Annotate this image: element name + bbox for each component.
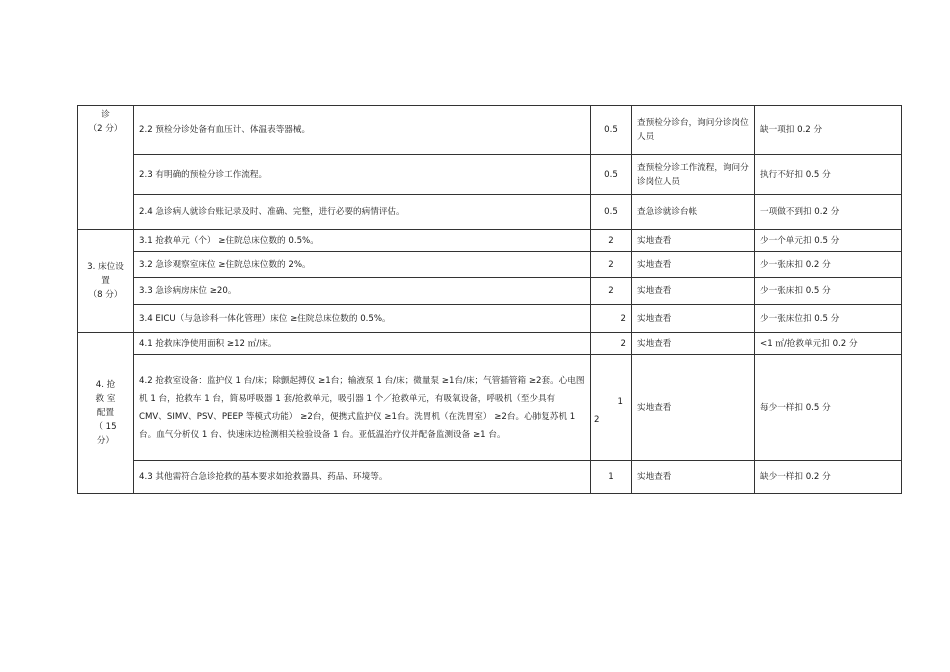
category-score: （8 分）: [88, 290, 123, 300]
deduct-cell: 少一个单元扣 0.5 分: [755, 230, 902, 252]
category-label: 诊: [101, 110, 110, 120]
deduct-cell: 每少一样扣 0.5 分: [755, 355, 902, 461]
score-cell: 2: [591, 333, 632, 355]
deduct-cell: 缺少一样扣 0.2 分: [755, 461, 902, 494]
item-cell: 4.2 抢救室设备：监护仪 1 台/床；除颤起搏仪 ≥1台；输液泵 1 台/床；微量泵 ≥1台/床；气管插管箱 ≥2套。心电图机 1 台，抢救车 1 台，简易呼吸器 1 套/抢救单元，吸引器 1 个／抢救单元，有吸氧设备，呼吸机（至少具有 CMV、SIMV、PSV、PEEP 等模式功能） ≥2台，便携式监护仪 ≥1台。洗胃机（在洗胃室） ≥2台。心肺复苏机 1 台。血气分析仪 1 台、快速床边检测相关检验设备 1 台。亚低温治疗仪并配备监测设备 ≥1 台。: [134, 355, 591, 461]
deduct-cell: 一项做不到扣 0.2 分: [755, 195, 902, 230]
score-part: 2: [594, 415, 600, 425]
score-cell: 1: [591, 461, 632, 494]
item-cell: 3.3 急诊病房床位 ≥20。: [134, 278, 591, 305]
category-label: 配置: [96, 408, 115, 418]
item-cell: 3.2 急诊观察室床位 ≥住院总床位数的 2%。: [134, 252, 591, 278]
table-row: [78, 278, 902, 305]
method-cell: 查急诊就诊台帐: [632, 195, 755, 230]
item-cell: 2.4 急诊病人就诊台账记录及时、准确、完整，进行必要的病情评估。: [134, 195, 591, 230]
category-cell: [78, 333, 134, 494]
category-label: 3. 床位设: [87, 262, 124, 272]
table-row: [78, 252, 902, 278]
score-cell: 2: [591, 252, 632, 278]
score-cell: 2: [591, 305, 632, 333]
table-row: [78, 305, 902, 333]
score-cell: 0.5: [591, 195, 632, 230]
method-cell: 实地查看: [632, 305, 755, 333]
category-label: 4. 抢: [95, 380, 116, 390]
category-cell: [78, 106, 134, 230]
table-row: [78, 333, 902, 355]
evaluation-table: [77, 105, 902, 494]
table-row: [78, 106, 902, 155]
table-row: [78, 155, 902, 195]
item-cell: 4.1 抢救床净使用面积 ≥12 ㎡/床。: [134, 333, 591, 355]
deduct-cell: 少一张床扣 0.5 分: [755, 278, 902, 305]
deduct-cell: 执行不好扣 0.5 分: [755, 155, 902, 195]
method-cell: 实地查看: [632, 252, 755, 278]
category-score: （ 15: [94, 422, 117, 432]
score-part: 1: [617, 397, 623, 407]
item-cell: 4.3 其他需符合急诊抢救的基本要求如抢救器具、药品、环境等。: [134, 461, 591, 494]
method-cell: 实地查看: [632, 230, 755, 252]
deduct-cell: 少一张床扣 0.2 分: [755, 252, 902, 278]
score-cell: 0.5: [591, 155, 632, 195]
category-label: 救 室: [95, 394, 116, 404]
score-cell: 2: [591, 230, 632, 252]
score-cell: [591, 355, 632, 461]
method-cell: 实地查看: [632, 461, 755, 494]
item-cell: 3.4 EICU（与急诊科一体化管理）床位 ≥住院总床位数的 0.5%。: [134, 305, 591, 333]
method-cell: 实地查看: [632, 333, 755, 355]
deduct-cell: 缺一项扣 0.2 分: [755, 106, 902, 155]
category-cell: [78, 230, 134, 333]
table-row: [78, 230, 902, 252]
category-label: 置: [101, 276, 110, 286]
method-cell: 实地查看: [632, 355, 755, 461]
method-cell: 实地查看: [632, 278, 755, 305]
method-cell: 查预检分诊台，询问分诊岗位人员: [632, 106, 755, 155]
item-cell: 2.2 预检分诊处备有血压计、体温表等器械。: [134, 106, 591, 155]
category-score: 分）: [96, 436, 115, 446]
item-cell: 3.1 抢救单元（个） ≥住院总床位数的 0.5%。: [134, 230, 591, 252]
method-cell: 查预检分诊工作流程，询问分诊岗位人员: [632, 155, 755, 195]
table-row: [78, 461, 902, 494]
category-score: （2 分）: [88, 124, 123, 134]
table-row: [78, 195, 902, 230]
item-cell: 2.3 有明确的预检分诊工作流程。: [134, 155, 591, 195]
deduct-cell: <1 ㎡/抢救单元扣 0.2 分: [755, 333, 902, 355]
score-cell: 2: [591, 278, 632, 305]
deduct-cell: 少一张床位扣 0.5 分: [755, 305, 902, 333]
score-cell: 0.5: [591, 106, 632, 155]
table-row: [78, 355, 902, 461]
